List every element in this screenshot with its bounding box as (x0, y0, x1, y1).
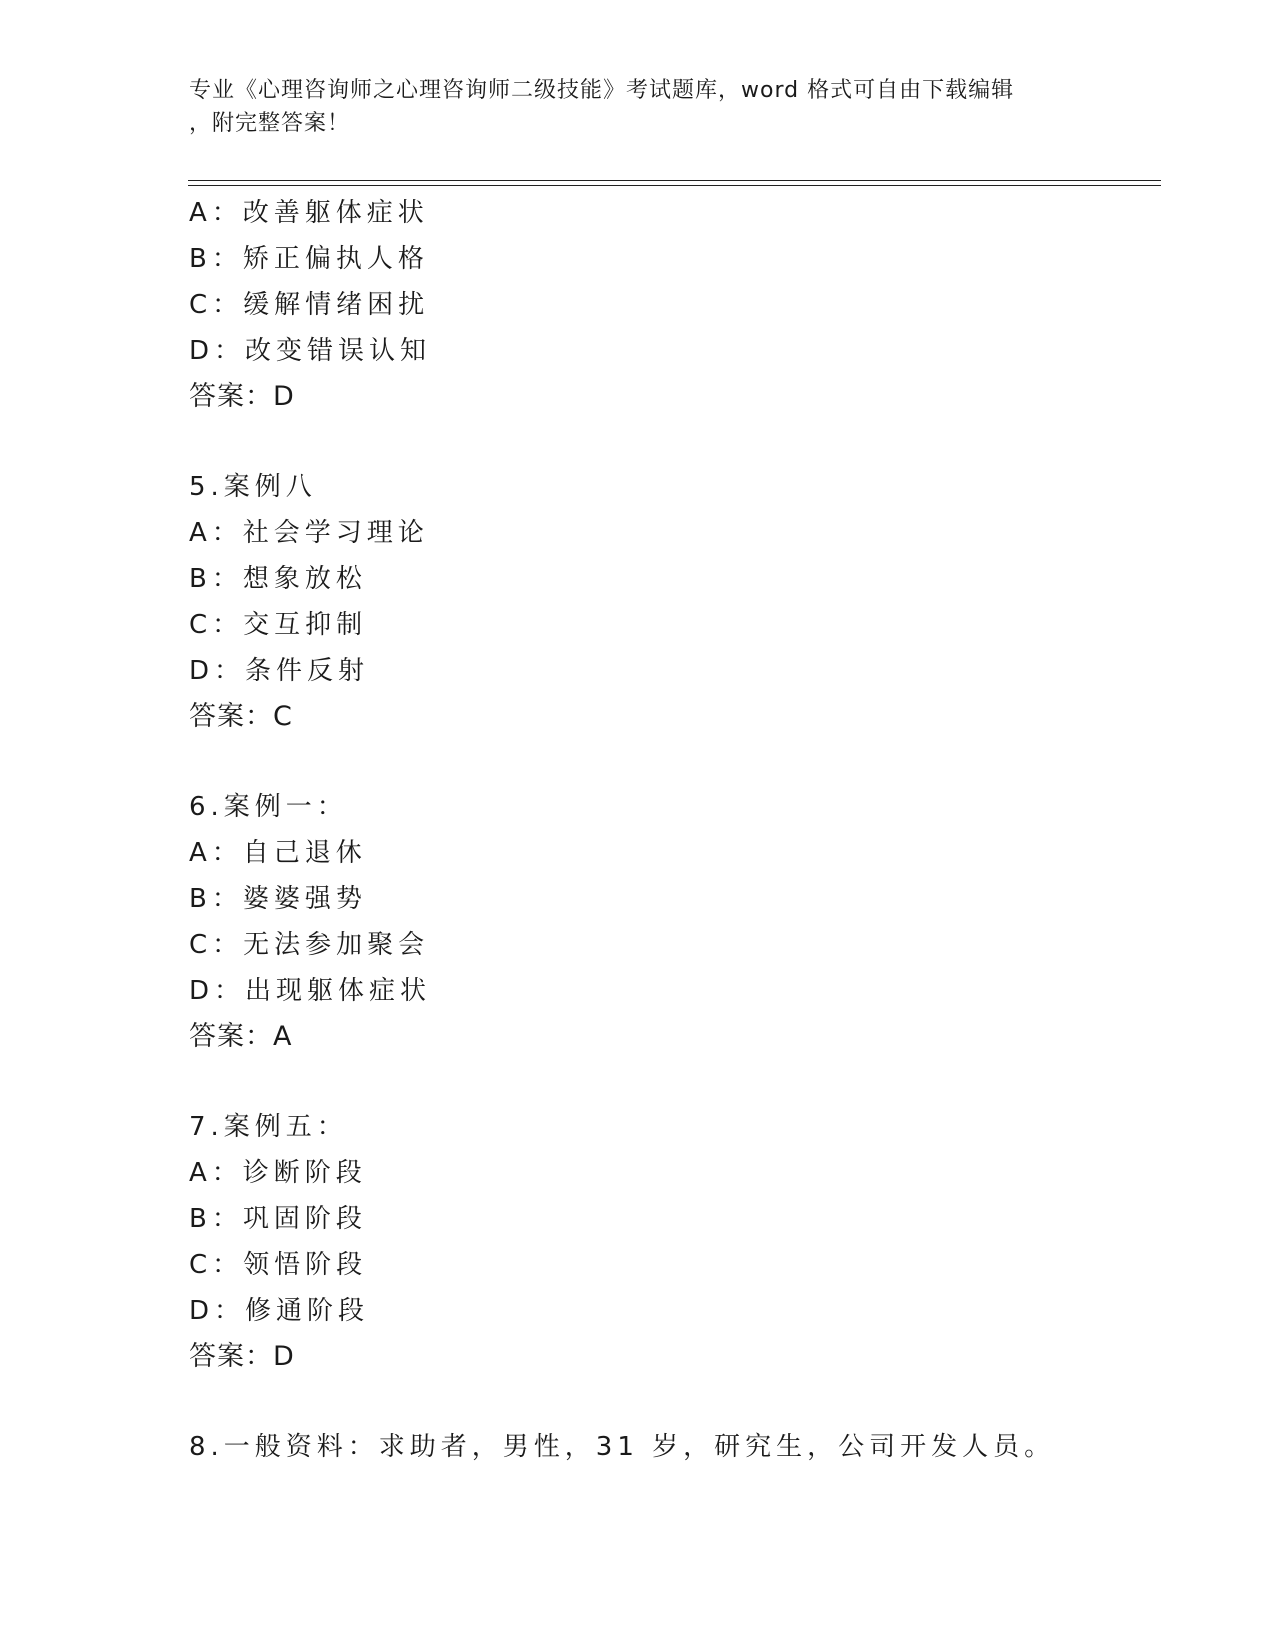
document-header (189, 74, 1089, 140)
question-block (189, 1104, 1149, 1380)
question-list (189, 190, 1149, 1470)
option-c: C：缓解情绪困扰 (189, 290, 430, 320)
option-d: D：改变错误认知 (189, 336, 432, 366)
option-c: C：无法参加聚会 (189, 930, 430, 960)
question-title: 5.案例八 (189, 472, 317, 502)
question-block (189, 190, 1149, 420)
header-line-2: ，附完整答案！ (189, 111, 351, 136)
question-title: 6.案例一： (189, 792, 348, 822)
header-line-1: 专业《心理咨询师之心理咨询师二级技能》考试题库，word 格式可自由下载编辑 (189, 78, 1015, 103)
header-divider-top (188, 180, 1161, 181)
option-a: A：改善躯体症状 (189, 198, 429, 228)
option-a: A：诊断阶段 (189, 1158, 367, 1188)
option-a: A：社会学习理论 (189, 518, 429, 548)
question-block (189, 784, 1149, 1060)
answer-line: 答案：A (189, 1021, 293, 1052)
header-divider-bottom (188, 185, 1161, 186)
answer-line: 答案：D (189, 1341, 295, 1372)
answer-line: 答案：D (189, 381, 295, 412)
answer-line: 答案：C (189, 701, 293, 732)
option-c: C：领悟阶段 (189, 1250, 368, 1280)
option-d: D：条件反射 (189, 656, 370, 686)
block-spacer (189, 740, 1149, 784)
option-c: C：交互抑制 (189, 610, 368, 640)
question-title: 8.一般资料：求助者，男性，31 岁，研究生，公司开发人员。 (189, 1432, 1056, 1462)
question-title: 7.案例五： (189, 1112, 348, 1142)
option-d: D：出现躯体症状 (189, 976, 432, 1006)
block-spacer (189, 1060, 1149, 1104)
block-spacer (189, 1380, 1149, 1424)
option-a: A：自己退休 (189, 838, 367, 868)
block-spacer (189, 420, 1149, 464)
question-block (189, 464, 1149, 740)
option-b: B：巩固阶段 (189, 1204, 367, 1234)
option-b: B：婆婆强势 (189, 884, 367, 914)
option-b: B：矫正偏执人格 (189, 244, 429, 274)
option-d: D：修通阶段 (189, 1296, 370, 1326)
option-b: B：想象放松 (189, 564, 367, 594)
